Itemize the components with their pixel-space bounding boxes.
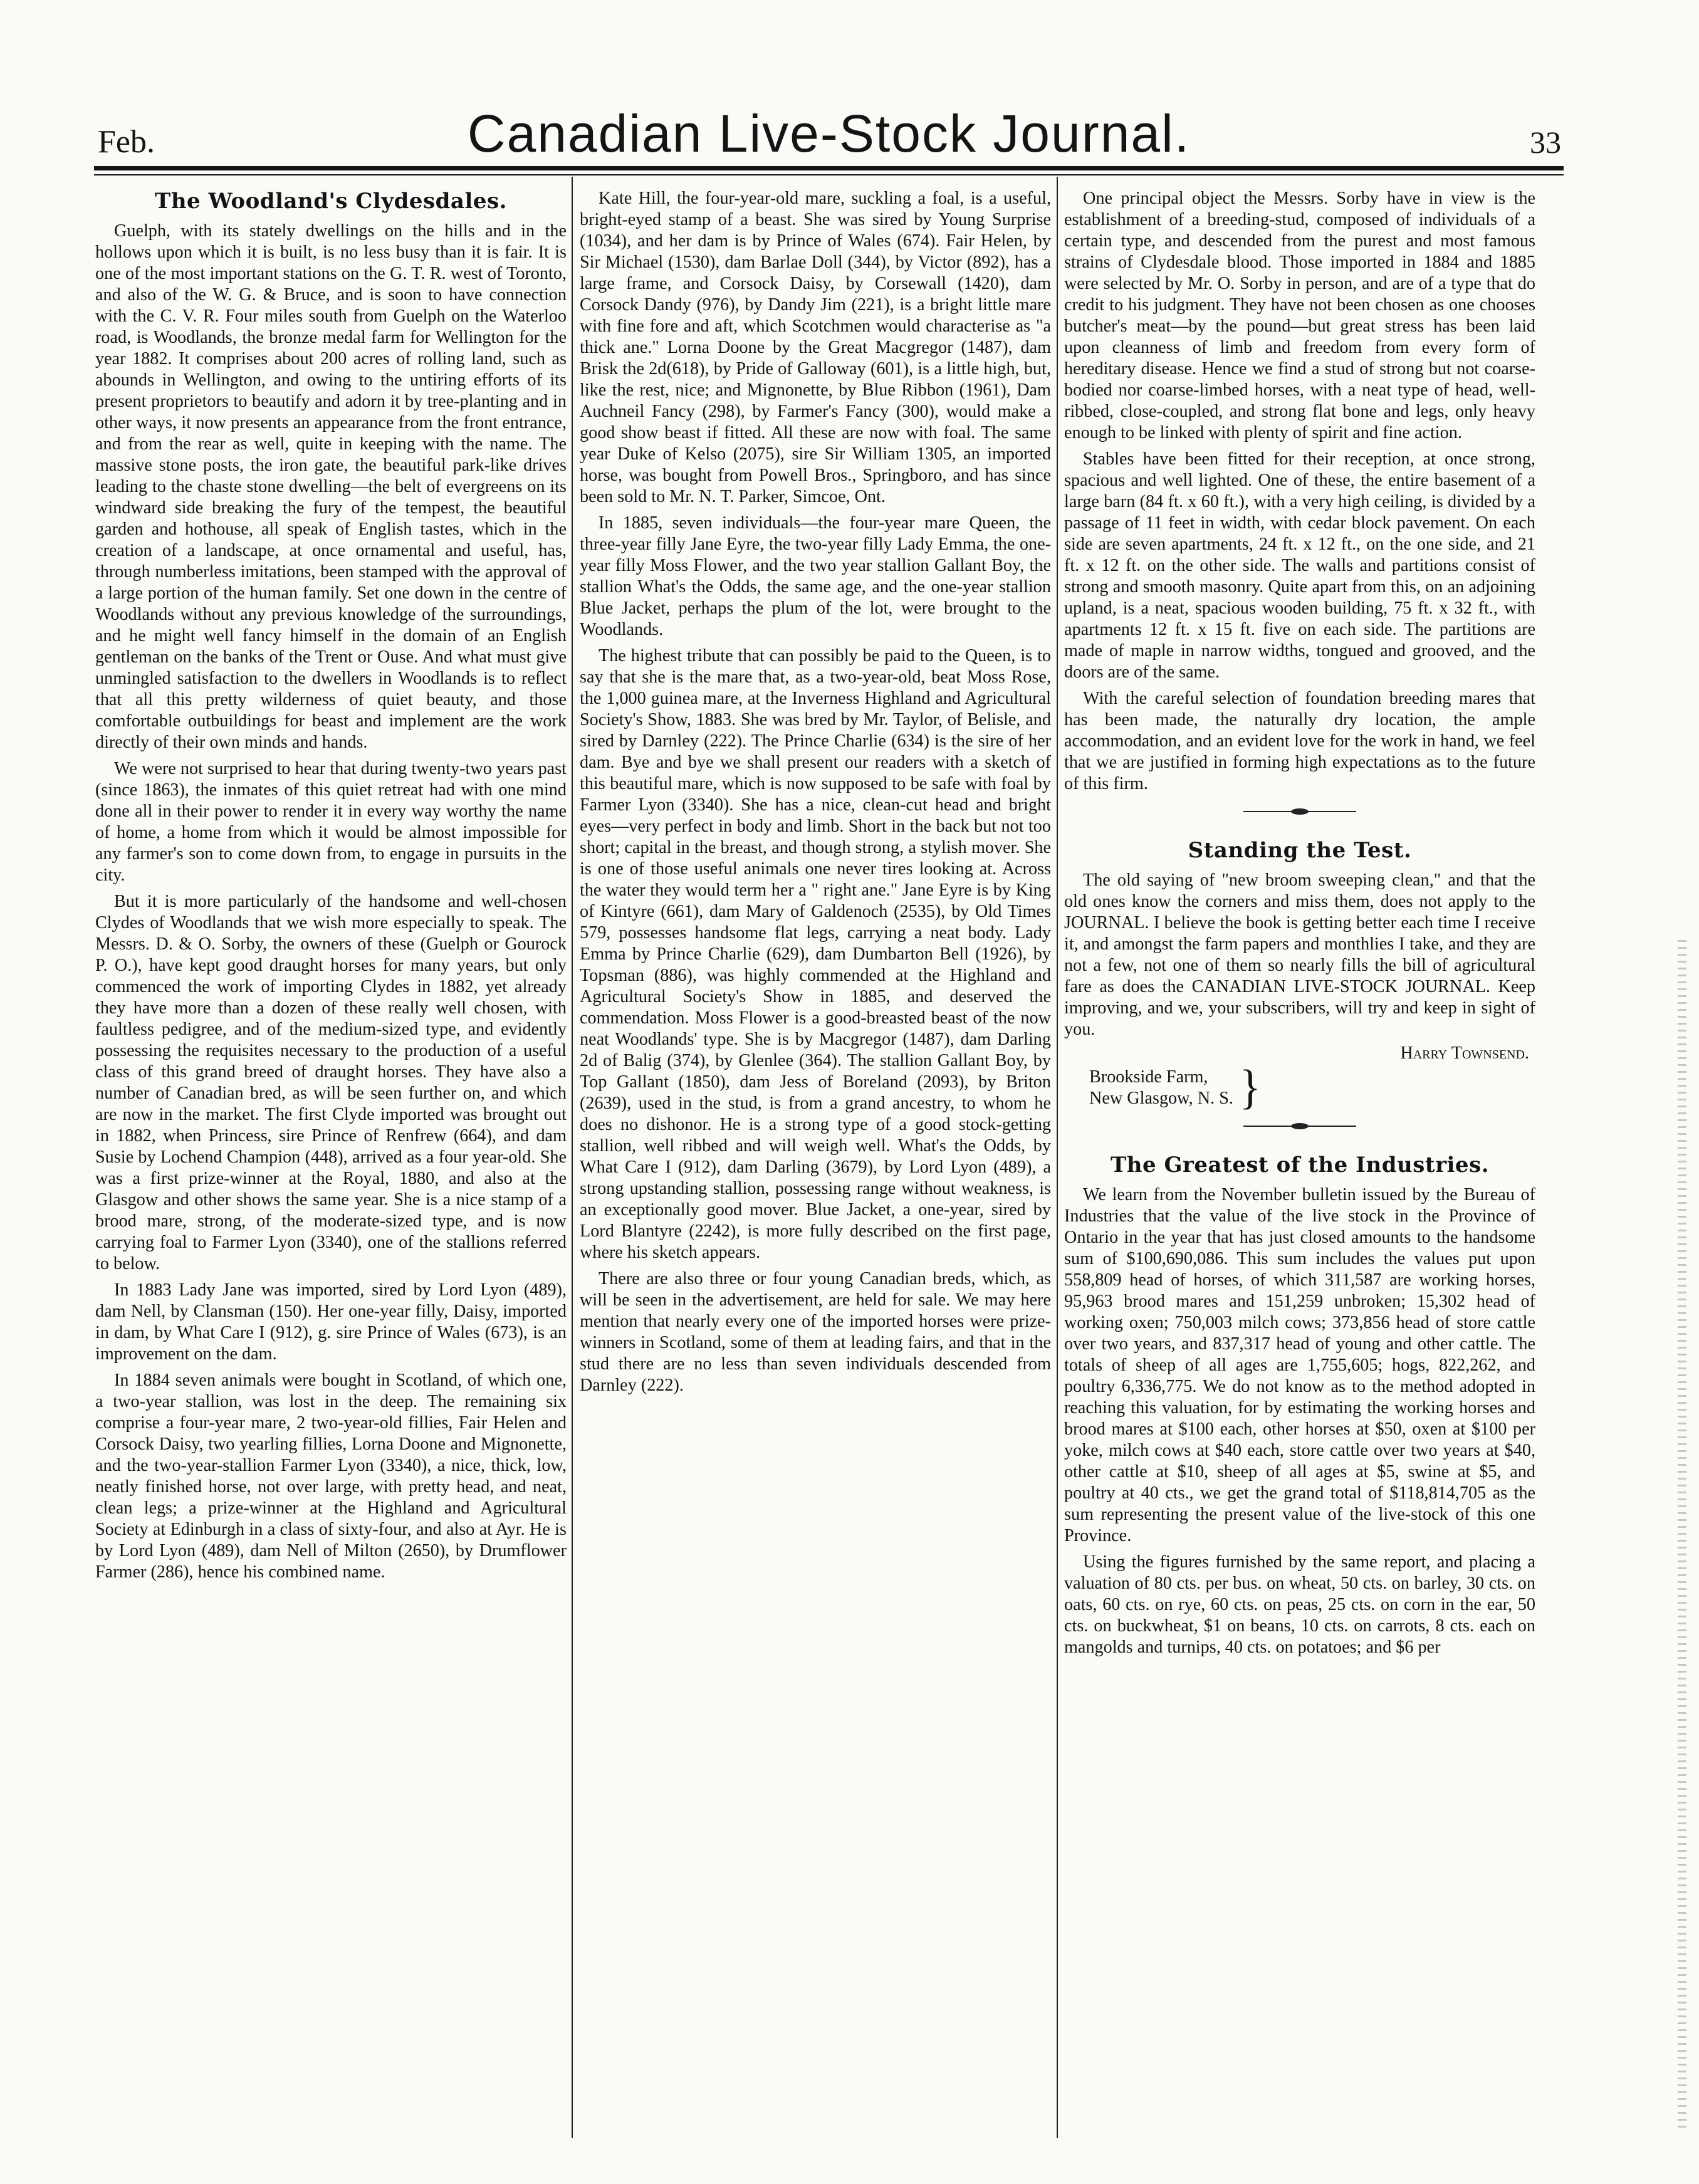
brace-glyph: }	[1239, 1061, 1261, 1114]
section-ornament	[1243, 808, 1356, 815]
signature: Harry Townsend.	[1400, 1043, 1529, 1063]
scan-edge-marks	[1678, 940, 1686, 2131]
paragraph: The old saying of "new broom sweeping clean," and that the old ones know the corners and miss them, does not apply to the JOURNAL. I believe the book is getting better each time I receive it, and amongst the farm papers and monthlies I take, and they are not a few, not one of them so nearly fills the bill of agricultural fare as does the CANADIAN LIVE-STOCK JOURNAL. Keep improving, and we, your subscribers, will try and keep in sight of you.	[1064, 870, 1535, 1039]
paragraph: We were not surprised to hear that during twenty-two years past (since 1863), the inmates of this quiet retreat had with one mind done all in their power to render it in every way worthy the name of home, a home from which it would be almost impossible for any farmer's son to come down from, to engage in pursuits in the city.	[95, 759, 567, 885]
header-rule-thick	[94, 166, 1564, 170]
paragraph: With the careful selection of foundation breeding mares that has been made, the naturally dry location, the ample accommodation, and an evident love for the work in hand, we feel that we are justified in forming high expectations as to the future of this firm.	[1064, 689, 1535, 793]
paragraph: But it is more particularly of the handsome and well-chosen Clydes of Woodlands that we wish more especially to speak. The Messrs. D. & O. Sorby, the owners of these (Guelph or Gourock P. O.), have kept good draught horses for many years, but only commenced the work of importing Clydes in 1882, yet already they have more than a dozen of these really well chosen, with faultless pedigree, and of the medium-sized type, and evidently possessing the requisites necessary to the production of a useful class of this grand breed of draught horses. They have also a number of Canadian bred, as will be seen further on, and which are now in the market. The first Clyde imported was brought out in 1882, when Princess, sire Prince of Renfrew (664), and dam Susie by Lochend Champion (448), arrived as a four year-old. She was a first prize-winner at the Royal, 1880, and also at the Glasgow and other shows the same year. She is a nice stamp of a brood mare, strong, of the moderate-sized type, and is now carrying foal to Farmer Lyon (3340), one of the stallions referred to below.	[95, 892, 567, 1273]
column-2	[580, 188, 1051, 2140]
paragraph: In 1883 Lady Jane was imported, sired by Lord Lyon (489), dam Nell, by Clansman (150). Her one-year filly, Daisy, imported in dam, by What Care I (912), g. sire Prince of Wales (673), is an improvement on the dam.	[95, 1280, 567, 1364]
section-ornament	[1243, 1123, 1356, 1129]
address-line: New Glasgow, N. S.	[1089, 1089, 1233, 1108]
article-title-woodlands: The Woodland's Clydesdales.	[155, 189, 507, 214]
paragraph: In 1885, seven individuals—the four-year mare Queen, the three-year filly Jane Eyre, the two-year filly Lady Emma, the one-year filly Moss Flower, and the two year stallion Gallant Boy, the stallion What's the Odds, the same age, and the one-year stallion Blue Jacket, perhaps the plum of the lot, were brought to the Woodlands.	[580, 513, 1051, 639]
header-rule-thin	[94, 174, 1564, 175]
column-1	[95, 188, 567, 2140]
column-rule-2	[1057, 177, 1058, 2138]
address-block	[1089, 1061, 1535, 1114]
article-title-industries: The Greatest of the Industries.	[1110, 1152, 1490, 1178]
column-rule-1	[572, 177, 573, 2138]
masthead	[94, 94, 1564, 164]
paragraph: There are also three or four young Canadian breds, which, as will be seen in the advertisement, are held for sale. We may here mention that nearly every one of the imported horses were prize-winners in Scotland, some of them at leading fairs, and that in the stud there are no less than seven individuals descended from Darnley (222).	[580, 1269, 1051, 1395]
paragraph: Using the figures furnished by the same report, and placing a valuation of 80 cts. per bus. on wheat, 50 cts. on barley, 30 cts. on oats, 60 cts. on rye, 60 cts. on peas, 25 cts. on corn in the ear, 50 cts. on buckwheat, $1 on beans, 10 cts. on carrots, 8 cts. each on mangolds and turnips, 40 cts. on potatoes; and $6 per	[1064, 1552, 1535, 1657]
issue-month: Feb.	[98, 124, 155, 160]
paragraph: Kate Hill, the four-year-old mare, suckling a foal, is a useful, bright-eyed stamp of a beast. She was sired by Young Surprise (1034), and her dam is by Prince of Wales (674). Fair Helen, by Sir Michael (1530), dam Barlae Doll (344), by Victor (892), has a large frame, and Corsock Daisy, by Corsewall (1420), dam Corsock Dandy (976), by Dandy Jim (221), is a bright little mare with fine fore and aft, which Scotchmen would characterise as "a thick ane." Lorna Doone by the Great Macgregor (1487), dam Brisk the 2d(618), by Pride of Galloway (601), is a little high, but, like the rest, nice; and Mignonette, by Blue Ribbon (1961), Dam Auchneil Fancy (298), by Farmer's Fancy (300), would make a good show beast if fitted. All these are now with foal. The same year Duke of Kelso (2075), sire Sir William 1305, an imported horse, was bought from Powell Bros., Springboro, and has since been sold to Mr. N. T. Parker, Simcoe, Ont.	[580, 189, 1051, 506]
page-number: 33	[1530, 125, 1561, 160]
paragraph: Guelph, with its stately dwellings on the hills and in the hollows upon which it is built, is no less busy than it is fair. It is one of the most important stations on the G. T. R. west of Toronto, and also of the W. G. & Bruce, and is soon to have connection with the C. V. R. Four miles south from Guelph on the Waterloo road, is Woodlands, the bronze medal farm for Wellington for the year 1882. It comprises about 200 acres of rolling land, such as abounds in Wellington, and owing to the untiring efforts of its present proprietors to beautify and adorn it by tree-planting and in other ways, it now presents an appearance from the front entrance, and from the rear as well, quite in keeping with the name. The massive stone posts, the iron gate, the beautiful park-like drives leading to the chaste stone dwelling—the belt of evergreens on its windward side breaking the fury of the tempest, the beautiful garden and hothouse, all speak of English tastes, which in the creation of a landscape, at once ornamental and useful, has, through numberless imitations, been stamped with the approval of a large portion of the human family. Set one down in the centre of Woodlands without any previous knowledge of the surroundings, and he might well fancy himself in the domain of an English gentleman on the banks of the Trent or Ouse. And what must give unmingled satisfaction to the dwellers in Woodlands is to reflect that all this pretty wilderness of quiet beauty, and those comfortable outbuildings for beast and implement are the work directly of their own minds and hands.	[95, 221, 567, 752]
article-title-test: Standing the Test.	[1188, 838, 1412, 863]
paragraph: The highest tribute that can possibly be paid to the Queen, is to say that she is the mare that, as a two-year-old, beat Moss Rose, the 1,000 guinea mare, at the Inverness Highland and Agricultural Society's Show, 1883. She was bred by Mr. Taylor, of Belisle, and sired by Darnley (222). The Prince Charlie (634) is the sire of her dam. Bye and bye we shall present our readers with a sketch of this beautiful mare, which is now supposed to be safe with foal by Farmer Lyon (3340). She has a nice, clean-cut head and bright eyes—very perfect in body and limb. Short in the back but not too short; capital in the breast, and though strong, a stylish mover. She is one of those useful animals one never tires looking at. Across the water they would term her a " right ane." Jane Eyre is by King of Kintyre (661), dam Mary of Galdenoch (2535), by Old Times 579, possesses handsome flat legs, carrying a neat body. Lady Emma by Prince Charlie (629), dam Dumbarton Bell (1926), by Topsman (886), was highly commended at the Highland and Agricultural Society's Show in 1885, and deserved the commendation. Moss Flower is a good-breasted beast of the now neat Woodlands' type. She is by Macgregor (1487), dam Darling 2d of Balig (374), by Glenlee (364). The stallion Gallant Boy, by Top Gallant (1850), dam Jess of Boreland (2093), by Briton (2639), used in the stud, is from a grand ancestry, to whom he does no dishonor. He is a strong type of a good stock-getting stallion, well ribbed and will weigh well. What's the Odds, by What Care I (912), dam Darling (3679), by Lord Lyon (489), a strong upstanding stallion, possessing range without weakness, is an exceptionally good mover. Blue Jacket, a one-year, sired by Lord Blantyre (2242), is more fully described on the first page, where his sketch appears.	[580, 646, 1051, 1262]
column-3	[1064, 188, 1535, 2140]
paragraph: One principal object the Messrs. Sorby have in view is the establishment of a breeding-stud, composed of individuals of a certain type, and descended from the purest and most famous strains of Clydesdale blood. Those imported in 1884 and 1885 were selected by Mr. O. Sorby in person, and are of a type that do credit to his judgment. They have not been chosen as one chooses butcher's meat—by the pound—but great stress has been laid upon cleanness of limb and freedom from every form of hereditary disease. Hence we find a stud of strong but not coarse-bodied nor coarse-limbed horses, with a neat type of head, well-ribbed, close-coupled, and strong flat bone and legs, only heavy enough to be linked with plenty of spirit and fine action.	[1064, 189, 1535, 442]
paragraph: Stables have been fitted for their reception, at once strong, spacious and well lighted. One of these, the entire basement of a large barn (84 ft. x 60 ft.), with a very high ceiling, is divided by a passage of 11 feet in width, with cedar block pavement. On each side are seven apartments, 24 ft. x 12 ft., on the one side, and 21 ft. x 12 ft. on the other side. The walls and partitions consist of strong and smooth masonry. Quite apart from this, on an adjoining upland, is a neat, spacious wooden building, 75 ft. x 32 ft., with apartments 12 ft. x 15 ft. five on each side. The partitions are made of maple in narrow widths, tongued and grooved, and the doors are of the same.	[1064, 449, 1535, 682]
paragraph: In 1884 seven animals were bought in Scotland, of which one, a two-year stallion, was lost in the deep. The remaining six comprise a four-year mare, 2 two-year-old fillies, Fair Helen and Corsock Daisy, two yearling fillies, Lorna Doone and Mignonette, and the two-year-stallion Farmer Lyon (3340), a nice, thick, low, neatly finished horse, not over large, with pretty head, and neat, clean legs; a prize-winner at the Highland and Agricultural Society at Edinburgh in a class of sixty-four, and also at Ayr. He is by Lord Lyon (489), dam Nell of Milton (2650), by Drumflower Farmer (286), hence his combined name.	[95, 1371, 567, 1582]
journal-title: Canadian Live-Stock Journal.	[467, 104, 1191, 163]
address-line: Brookside Farm,	[1089, 1067, 1208, 1087]
paragraph: We learn from the November bulletin issued by the Bureau of Industries that the value of the live stock in the Province of Ontario in the year that has just closed amounts to the handsome sum of $100,690,086. This sum includes the values put upon 558,809 head of horses, of which 311,587 are working horses, 95,963 brood mares and 151,259 unbroken; 15,302 head of working oxen; 750,003 milch cows; 373,856 head of store cattle over two years, and 837,317 head of young and other cattle. The totals of sheep of all ages are 1,755,605; hogs, 822,262, and poultry 6,336,775. We do not know as to the method adopted in reaching this valuation, for by estimating the working horses and brood mares at $100 each, other horses at $50, oxen at $100 per yoke, milch cows at $40 each, store cattle over two years at $40, other cattle at $10, sheep of all ages at $5, swine at $5, and poultry at 40 cts., we get the grand total of $118,814,705 as the sum representing the present value of the live-stock of this one Province.	[1064, 1185, 1535, 1545]
